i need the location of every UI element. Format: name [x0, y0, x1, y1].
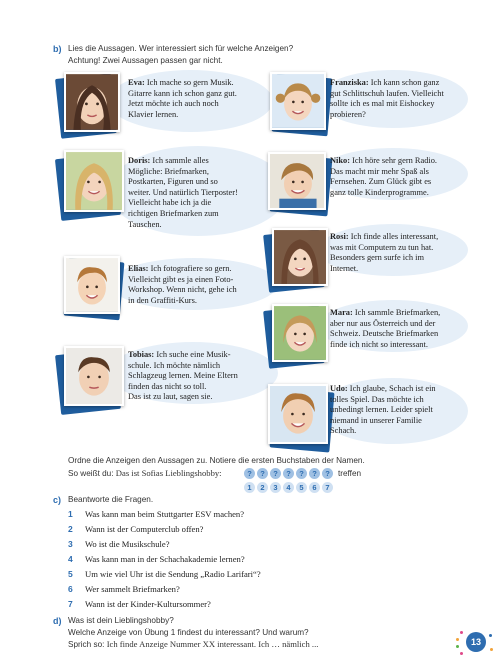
statement-udo-line-4: niemand in unserer Familie: [330, 415, 422, 425]
statement-udo-line-1: Ich glaube, Schach ist ein: [349, 384, 436, 393]
slot-number-7: 7: [322, 482, 333, 493]
order-task-instruction: Ordne die Anzeigen den Aussagen zu. Notiere die ersten Buchstaben der Namen.: [68, 456, 365, 465]
statement-tobias-line-3: Schlagzeug lernen. Meine Eltern: [128, 371, 238, 381]
decor-dot: [489, 634, 492, 637]
statement-mara-line-2: aber nur aus Österreich und der: [330, 318, 436, 328]
statement-tobias-line-5: Das ist zu laut, sagen sie.: [128, 392, 213, 402]
statement-eva: [128, 78, 237, 120]
section-d-line2: Welche Anzeige von Übung 1 findest du interessant? Und warum?: [68, 628, 309, 637]
statement-franziska-line-4: probieren?: [330, 109, 366, 119]
statement-niko-line-4: ganz tolle Kinderprogramme.: [330, 187, 429, 197]
name-franziska: Franziska:: [330, 78, 369, 87]
name-mara: Mara:: [330, 308, 353, 317]
statement-doris-line-5: Vielleicht habe ich ja die: [128, 198, 212, 208]
statement-mara-line-3: Schweiz. Deutsche Briefmarken: [330, 329, 439, 339]
statement-doris-line-2: Mögliche: Briefmarken,: [128, 166, 209, 176]
slot-number-6: 6: [309, 482, 320, 493]
name-doris: Doris:: [128, 156, 151, 165]
name-rosi: Rosi:: [330, 232, 349, 241]
question-5: Um wie viel Uhr ist die Sendung „Radio Larifari“?: [85, 569, 261, 579]
statement-tobias-line-2: schule. Ich möchte nämlich: [128, 360, 221, 370]
order-task-example-text: Das ist Sofias Lieblingshobby:: [115, 468, 222, 478]
photo-elias: [64, 256, 124, 318]
question-number-7: 7: [68, 599, 73, 609]
name-niko: Niko:: [330, 156, 351, 165]
statement-mara: [330, 308, 440, 350]
statement-tobias-line-1: Ich suche eine Musik-: [156, 350, 231, 359]
statement-eva-line-2: Gitarre kann ich schon ganz gut.: [128, 88, 237, 98]
statement-elias-line-2: Vielleicht gibt es ja einen Foto-: [128, 274, 234, 284]
statement-elias: [128, 264, 237, 306]
question-2: Wann ist der Computerclub offen?: [85, 524, 204, 534]
statement-udo-line-5: Schach.: [330, 426, 357, 436]
statement-rosi: [330, 232, 438, 274]
question-number-3: 3: [68, 539, 73, 549]
photo-udo: [268, 384, 332, 450]
section-d-prefix: Sprich so:: [68, 640, 105, 649]
statement-elias-line-4: in den Graffiti-Kurs.: [128, 295, 197, 305]
statement-franziska: [330, 78, 444, 120]
exercise-letter-c: c): [53, 495, 62, 505]
statement-eva-line-3: Jetzt möchte ich auch noch: [128, 99, 219, 109]
name-elias: Elias:: [128, 264, 149, 273]
order-task-suffix: treffen: [338, 469, 362, 478]
statement-rosi-line-2: was mit Computern zu tun hat.: [330, 242, 434, 252]
page-number: 13: [466, 632, 486, 652]
statement-niko: [330, 156, 437, 198]
statement-udo: [330, 384, 436, 437]
name-tobias: Tobias:: [128, 350, 155, 359]
answer-slot-1[interactable]: ?: [244, 468, 255, 479]
answer-slot-2[interactable]: ?: [257, 468, 268, 479]
statement-rosi-line-3: Besonders gern surfe ich im: [330, 253, 424, 263]
section-d-line1: Was ist dein Lieblingshobby?: [68, 616, 174, 625]
question-number-2: 2: [68, 524, 73, 534]
question-number-5: 5: [68, 569, 73, 579]
photo-niko: [268, 152, 330, 216]
answer-slot-3[interactable]: ?: [270, 468, 281, 479]
slot-number-2: 2: [257, 482, 268, 493]
decor-dot: [456, 638, 459, 641]
question-4: Was kann man in der Schachakademie lernen?: [85, 554, 245, 564]
question-3: Wo ist die Musikschule?: [85, 539, 170, 549]
question-number-4: 4: [68, 554, 73, 564]
statement-elias-line-1: Ich fotografiere so gern.: [150, 264, 232, 273]
statement-eva-line-1: Ich mache so gern Musik.: [146, 78, 234, 87]
decor-dot: [456, 645, 459, 648]
statement-udo-line-3: unbedingt lernen. Leider spielt: [330, 405, 433, 415]
decor-dot: [460, 652, 463, 655]
order-task-example: [68, 468, 222, 480]
statement-doris-line-3: Postkarten, Figuren und so: [128, 177, 218, 187]
section-d-example: Ich finde Anzeige Nummer XX interessant. Ich … nämlich ...: [106, 639, 319, 649]
answer-slot-7[interactable]: ?: [322, 468, 333, 479]
name-eva: Eva:: [128, 78, 145, 87]
photo-tobias: [62, 346, 126, 412]
instruction-b: [68, 43, 293, 66]
statement-doris: [128, 156, 238, 230]
question-1: Was kann man beim Stuttgarter ESV machen?: [85, 509, 245, 519]
slot-number-3: 3: [270, 482, 281, 493]
slot-number-4: 4: [283, 482, 294, 493]
statement-doris-line-1: Ich sammle alles: [152, 156, 209, 165]
statement-mara-line-1: Ich sammle Briefmarken,: [354, 308, 441, 317]
slot-number-5: 5: [296, 482, 307, 493]
statement-doris-line-4: weiter. Und natürlich Tierposter!: [128, 187, 238, 197]
question-7: Wann ist der Kinder-Kultursommer?: [85, 599, 211, 609]
answer-slot-5[interactable]: ?: [296, 468, 307, 479]
order-task-prefix: So weißt du:: [68, 469, 114, 478]
statement-rosi-line-1: Ich finde alles interessant,: [350, 232, 439, 241]
name-udo: Udo:: [330, 384, 348, 393]
statement-tobias: [128, 350, 238, 403]
answer-slot-6[interactable]: ?: [309, 468, 320, 479]
statement-franziska-line-1: Ich kann schon ganz: [370, 78, 440, 87]
question-number-1: 1: [68, 509, 73, 519]
statement-franziska-line-3: sollte ich es mal mit Eishockey: [330, 99, 435, 109]
photo-doris: [62, 150, 124, 218]
exercise-letter-b: b): [53, 44, 62, 54]
instruction-b-line1: Lies die Aussagen. Wer interessiert sich für welche Anzeigen?: [68, 44, 294, 53]
answer-slot-4[interactable]: ?: [283, 468, 294, 479]
statement-niko-line-1: Ich höre sehr gern Radio.: [352, 156, 437, 165]
statement-mara-line-4: finde ich nicht so interessant.: [330, 339, 428, 349]
photo-rosi: [270, 228, 330, 290]
statement-rosi-line-4: Internet.: [330, 263, 359, 273]
photo-eva: [62, 72, 120, 136]
statement-tobias-line-4: finden das nicht so toll.: [128, 381, 207, 391]
statement-niko-line-3: Fernsehen. Zum Glück gibt es: [330, 177, 432, 187]
statement-eva-line-4: Klavier lernen.: [128, 109, 179, 119]
decor-dot: [490, 648, 493, 651]
statement-udo-line-2: tolles Spiel. Das möchte ich: [330, 394, 424, 404]
exercise-letter-d: d): [53, 616, 62, 626]
statement-doris-line-7: Tauschen.: [128, 219, 162, 229]
photo-mara: [270, 304, 330, 366]
instruction-b-line2: Achtung! Zwei Aussagen passen gar nicht.: [68, 55, 223, 65]
statement-elias-line-3: Workshop. Wenn nicht, gehe ich: [128, 285, 237, 295]
statement-niko-line-2: Das macht mir mehr Spaß als: [330, 166, 429, 176]
slot-number-1: 1: [244, 482, 255, 493]
question-6: Wer sammelt Briefmarken?: [85, 584, 180, 594]
statement-doris-line-6: richtigen Briefmarken zum: [128, 208, 219, 218]
question-number-6: 6: [68, 584, 73, 594]
section-c-title: Beantworte die Fragen.: [68, 495, 154, 504]
decor-dot: [460, 631, 463, 634]
section-d-line3: [68, 639, 318, 651]
photo-franziska: [270, 72, 328, 136]
statement-franziska-line-2: gut Schlittschuh laufen. Vielleicht: [330, 88, 444, 98]
